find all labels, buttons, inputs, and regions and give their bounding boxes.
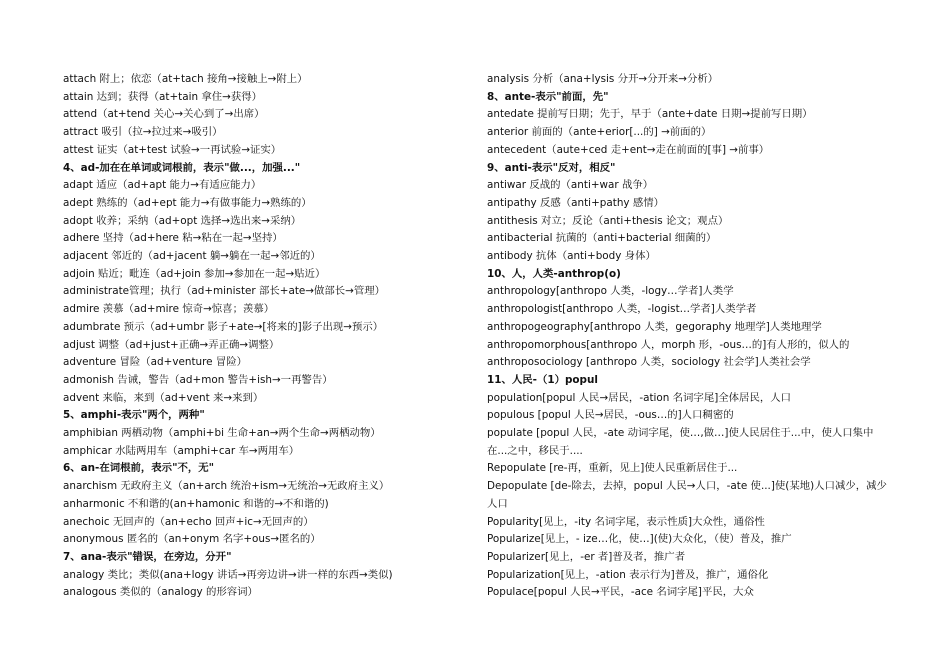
vocab-entry: anharmonic 不和谐的(an+hamonic 和谐的→不和谐的)	[63, 497, 329, 510]
vocab-entry: advent 来临，来到（ad+vent 来→来到）	[63, 391, 264, 404]
vocab-entry: anechoic 无回声的（an+echo 回声+ic→无回声的）	[63, 515, 314, 528]
vocab-entry: attest 证实（at+test 试验→一再试验→证实）	[63, 143, 282, 156]
section-heading: 10、人，人类-anthrop(o)	[487, 267, 621, 280]
vocab-entry: admonish 告诫，警告（ad+mon 警告+ish→一再警告）	[63, 373, 333, 386]
vocab-entry: adjacent 邻近的（ad+jacent 躺→躺在一起→邻近的）	[63, 250, 321, 263]
vocab-entry: adept 熟练的（ad+ept 能力→有做事能力→熟练的）	[63, 196, 312, 209]
vocab-entry: adopt 收养；采纳（ad+opt 选择→选出来→采纳）	[63, 214, 302, 227]
vocab-entry: Depopulate [de-除去，去掉，popul 人民→人口，-ate 使...]使(某地)人口减少，减少人口	[487, 480, 887, 510]
vocab-entry: Popularizer[见上，-er 者]普及者，推广者	[487, 550, 686, 563]
vocab-entry: antipathy 反感（anti+pathy 感情）	[487, 196, 665, 209]
vocab-entry: antithesis 对立；反论（anti+thesis 论文；观点）	[487, 214, 729, 227]
vocab-entry: antedate 提前写日期；先于，早于（ante+date 日期→提前写日期）	[487, 108, 813, 121]
vocab-entry: antibody 抗体（anti+body 身体）	[487, 250, 656, 263]
vocab-entry: Popularize[见上，- ize…化，使…](使)大众化，（使）普及，推广	[487, 533, 792, 546]
vocab-entry: amphibian 两栖动物（amphi+bi 生命+an→两个生命→两栖动物）	[63, 427, 381, 440]
vocab-entry: administrate管理；执行（ad+minister 部长+ate→做部长→管理）	[63, 285, 386, 298]
vocab-entry: anterior 前面的（ante+erior[...的] →前面的）	[487, 126, 712, 139]
vocab-entry: amphicar 水陆两用车（amphi+car 车→两用车）	[63, 444, 300, 457]
vocab-entry: adhere 坚持（ad+here 粘→粘在一起→坚持）	[63, 232, 283, 245]
vocab-entry: populate [popul 人民，-ate 动词字尾，使…,做…]使人民居住于...中，使人口集中在...之中，移民于....	[487, 427, 874, 457]
vocab-entry: admire 羡慕（ad+mire 惊奇→惊喜；羡慕）	[63, 303, 275, 316]
left-column	[63, 71, 463, 602]
vocab-entry: attract 吸引（拉→拉过来→吸引）	[63, 126, 223, 139]
vocab-entry: analogous 类似的（analogy 的形容词）	[63, 586, 258, 599]
vocab-entry: attend（at+tend 关心→关心到了→出席）	[63, 108, 265, 121]
vocab-entry: antibacterial 抗菌的（anti+bacterial 细菌的）	[487, 232, 717, 245]
vocab-entry: anthropogeography[anthropo 人类，gegoraphy 地理学]人类地理学	[487, 320, 822, 333]
vocab-entry: adjoin 贴近；毗连（ad+join 参加→参加在一起→贴近）	[63, 267, 326, 280]
section-heading: 11、人民-（1）popul	[487, 373, 598, 386]
vocab-entry: Popularization[见上，-ation 表示行为]普及，推广，通俗化	[487, 568, 769, 581]
section-heading: 4、ad-加在在单词或词根前，表示"做...，加强..."	[63, 161, 301, 174]
vocab-entry: population[popul 人民→居民，-ation 名词字尾]全体居民，人口	[487, 391, 792, 404]
section-heading: 6、an-在词根前，表示"不，无"	[63, 462, 215, 475]
section-heading: 9、anti-表示"反对，相反"	[487, 161, 616, 174]
vocab-entry: Populace[popul 人民→平民，-ace 名词字尾]平民，大众	[487, 586, 754, 599]
vocab-entry: anthropology[anthropo 人类，-logy…学者]人类学	[487, 285, 734, 298]
vocab-entry: analysis 分析（ana+lysis 分开→分开来→分析）	[487, 73, 719, 85]
vocab-entry: anthroposociology [anthropo 人类，sociology 社会学]人类社会学	[487, 356, 811, 369]
vocab-entry: populous [popul 人民→居民，-ous…的]人口稠密的	[487, 409, 734, 422]
right-column	[487, 71, 892, 602]
vocab-entry: adapt 适应（ad+apt 能力→有适应能力）	[63, 179, 262, 192]
vocab-entry: antecedent（aute+ced 走+ent→走在前面的[事] →前事）	[487, 143, 770, 156]
vocab-entry: analogy 类比；类似(ana+logy 讲话→再旁边讲→讲一样的东西→类似)	[63, 568, 393, 581]
section-heading: 5、amphi-表示"两个，两种"	[63, 409, 205, 422]
vocab-entry: Repopulate [re-再，重新，见上]使人民重新居住于...	[487, 462, 738, 475]
section-heading: 8、ante-表示"前面，先"	[487, 90, 609, 103]
section-heading: 7、ana-表示"错误，在旁边，分开"	[63, 550, 232, 563]
vocab-entry: anthropomorphous[anthropo 人，morph 形，-ous…的]有人形的，似人的	[487, 338, 850, 351]
vocab-entry: anarchism 无政府主义（an+arch 统治+ism→无统治→无政府主义）	[63, 480, 390, 493]
vocab-entry: attain 达到；获得（at+tain 拿住→获得）	[63, 90, 263, 103]
vocab-entry: antiwar 反战的（anti+war 战争）	[487, 179, 654, 192]
vocab-entry: anonymous 匿名的（an+onym 名字+ous→匿名的）	[63, 533, 321, 546]
vocab-entry: adjust 调整（ad+just+正确→弄正确→调整）	[63, 338, 280, 351]
vocab-entry: anthropologist[anthropo 人类，-logist…学者]人类学者	[487, 303, 757, 316]
vocab-entry: Popularity[见上，-ity 名词字尾，表示性质]大众性，通俗性	[487, 515, 765, 528]
vocab-entry: attach 附上；依恋（at+tach 接角→接触上→附上）	[63, 73, 308, 85]
vocab-entry: adumbrate 预示（ad+umbr 影子+ate→[将来的]影子出现→预示）	[63, 320, 384, 333]
vocab-entry: adventure 冒险（ad+venture 冒险）	[63, 356, 248, 369]
